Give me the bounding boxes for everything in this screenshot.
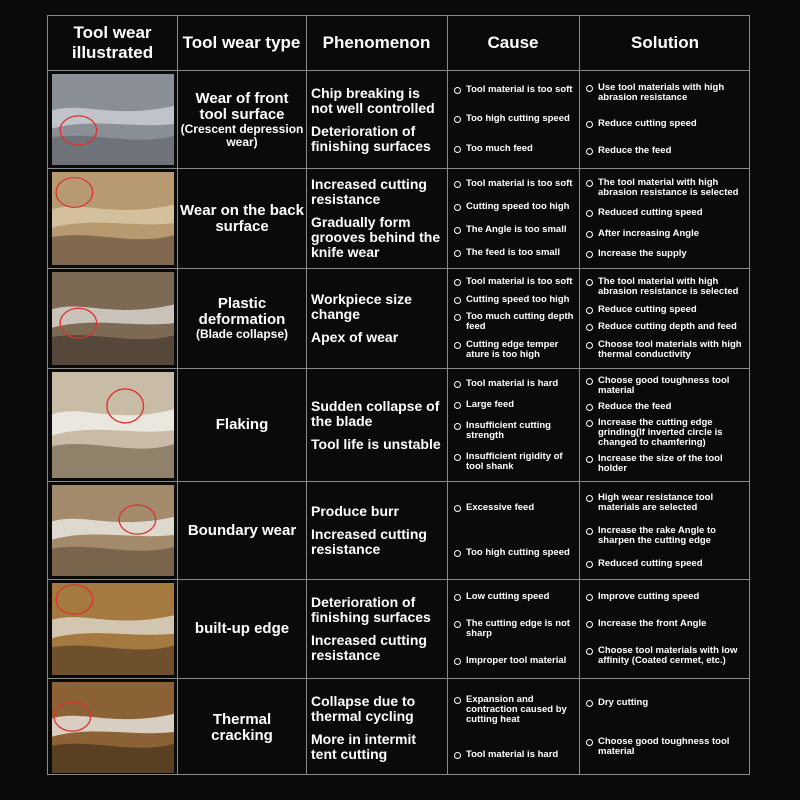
phenomenon-text: Workpiece size change [311, 291, 412, 322]
header-solution: Solution [631, 33, 699, 52]
item-text: Reduced cutting speed [598, 557, 703, 569]
phenomenon-cell [307, 580, 447, 678]
item-text: Tool material is hard [466, 377, 559, 389]
bullet-icon [454, 314, 461, 321]
wear-photo-cell [49, 679, 177, 776]
wear-type-cell [178, 169, 306, 268]
bullet-icon [586, 561, 593, 568]
solution-cell [580, 269, 751, 368]
item-text: Choose good toughness tool material [598, 736, 730, 758]
bullet-icon [586, 456, 593, 463]
bullet-icon [586, 85, 593, 92]
bullet-icon [454, 227, 461, 234]
cause-cell [448, 679, 579, 776]
wear-photo [52, 172, 174, 265]
solution-item [586, 698, 747, 708]
bullet-icon [454, 146, 461, 153]
wear-photo-cell [49, 369, 177, 481]
item-text: Large feed [466, 398, 515, 410]
item-text: Increase the size of the tool holder [598, 453, 723, 474]
wear-photo [52, 372, 174, 478]
phenomenon-text: Increased cutting resistance [311, 176, 427, 207]
cause-item [454, 548, 575, 558]
phenomenon-text: Increased cutting resistance [311, 526, 427, 557]
bullet-icon [586, 231, 593, 238]
bullet-icon [586, 279, 593, 286]
phenomenon-text: Apex of wear [311, 329, 399, 345]
bullet-icon [454, 116, 461, 123]
cause-cell [448, 71, 579, 168]
wear-photo [52, 272, 174, 365]
wear-type-label: Plastic deformation [198, 295, 286, 328]
phenomenon-text: Tool life is unstable [311, 435, 441, 452]
wear-photo-cell [49, 71, 177, 168]
solution-item [586, 402, 747, 412]
item-text: The feed is too small [466, 246, 560, 258]
solution-item [586, 83, 747, 103]
bullet-icon [586, 648, 593, 655]
solution-item [586, 493, 747, 513]
bullet-icon [454, 381, 461, 388]
item-text: Use tool materials with high abrasion resistance [598, 82, 725, 104]
cause-item [454, 277, 575, 287]
phenomenon-cell [307, 482, 447, 579]
header-illustrated: Tool wear illustrated [71, 23, 154, 62]
bullet-icon [586, 621, 593, 628]
phenomenon-text: Chip breaking is not well controlled [311, 84, 435, 116]
bullet-icon [454, 181, 461, 188]
wear-photo [52, 485, 174, 576]
bullet-icon [454, 87, 461, 94]
item-text: Tool material is hard [466, 748, 559, 760]
phenomenon-text: Deterioration of finishing surfaces [311, 594, 431, 625]
item-text: Too high cutting speed [466, 546, 570, 558]
wear-type-label: built-up edge [194, 620, 290, 637]
wear-photo [52, 583, 174, 675]
solution-cell [580, 169, 751, 268]
bullet-icon [586, 307, 593, 314]
header-cause: Cause [487, 33, 539, 52]
wear-type-label: Boundary wear [187, 521, 297, 539]
wear-type-cell [178, 369, 306, 481]
bullet-icon [454, 697, 461, 704]
item-text: Reduce cutting speed [598, 303, 697, 315]
solution-cell [580, 369, 751, 481]
cause-item [454, 619, 575, 639]
solution-item [586, 526, 747, 546]
cause-item [454, 379, 575, 389]
bullet-icon [454, 204, 461, 211]
cause-item [454, 656, 575, 666]
item-text: Choose tool materials with low affinity (Coated cermet, etc.) [598, 644, 738, 666]
item-text: Too much feed [466, 143, 533, 155]
wear-type [180, 296, 304, 341]
solution-item [586, 178, 747, 198]
cause-cell [448, 482, 579, 579]
solution-item [586, 737, 747, 757]
phenomenon-text: Sudden collapse of the blade [311, 397, 440, 429]
phenomenon-text: Gradually form grooves behind the knife wear [311, 214, 441, 260]
bullet-icon [586, 148, 593, 155]
bullet-icon [586, 739, 593, 746]
item-text: After increasing Angle [598, 227, 700, 239]
item-text: Low cutting speed [466, 591, 550, 603]
item-text: Choose tool materials with high thermal conductivity [598, 339, 742, 361]
wear-photo-cell [49, 482, 177, 579]
wear-type-label: Wear on the back surface [180, 201, 304, 235]
wear-photo [52, 74, 174, 165]
item-text: Insufficient cutting strength [466, 419, 551, 441]
item-text: The Angle is too small [466, 223, 567, 235]
item-text: Increase the rake Angle to sharpen the cutting edge [598, 524, 716, 546]
bullet-icon [454, 621, 461, 628]
cause-item [454, 144, 575, 154]
item-text: Reduce the feed [598, 401, 672, 412]
bullet-icon [586, 700, 593, 707]
solution-cell [580, 580, 751, 678]
solution-item [586, 277, 747, 297]
item-text: Reduce cutting depth and feed [598, 321, 737, 333]
bullet-icon [586, 378, 593, 385]
item-text: Choose good toughness tool material [598, 375, 730, 396]
item-text: Tool material is too soft [466, 178, 573, 190]
wear-type-cell [178, 71, 306, 168]
cause-item [454, 750, 575, 760]
bullet-icon [454, 279, 461, 286]
cause-item [454, 452, 575, 472]
bullet-icon [454, 752, 461, 759]
cause-item [454, 295, 575, 305]
solution-item [586, 322, 747, 332]
bullet-icon [454, 550, 461, 557]
cause-item [454, 400, 575, 410]
phenomenon-cell [307, 269, 447, 368]
wear-type-cell [178, 482, 306, 579]
solution-item [586, 340, 747, 360]
phenomenon-text: Collapse due to thermal cycling [311, 692, 416, 724]
bullet-icon [586, 420, 593, 427]
cause-cell [448, 169, 579, 268]
wear-type-sublabel: (Blade collapse) [195, 327, 289, 341]
wear-type-label: Thermal cracking [211, 710, 273, 744]
phenomenon-text: Produce burr [311, 503, 399, 519]
item-text: Dry cutting [598, 696, 649, 708]
wear-type-label: Wear of front tool surface [195, 89, 289, 123]
item-text: Increase the cutting edge grinding(If inverted circle is changed to chamfering) [598, 417, 723, 448]
cause-item [454, 421, 575, 441]
bullet-icon [586, 210, 593, 217]
item-text: Tool material is too soft [466, 275, 573, 287]
solution-item [586, 592, 747, 602]
solution-item [586, 249, 747, 259]
solution-cell [580, 679, 751, 776]
item-text: Improve cutting speed [598, 591, 700, 603]
wear-type-sublabel: (Crescent depression wear) [180, 121, 304, 149]
solution-item [586, 119, 747, 129]
item-text: Cutting edge temper ature is too high [466, 339, 559, 361]
cause-item [454, 340, 575, 360]
item-text: Reduced cutting speed [598, 207, 703, 219]
header-type: Tool wear type [182, 33, 301, 52]
cause-item [454, 179, 575, 189]
bullet-icon [586, 342, 593, 349]
wear-photo-cell [49, 169, 177, 268]
item-text: Increase the supply [598, 247, 687, 259]
wear-type-cell [178, 679, 306, 776]
cause-item [454, 695, 575, 725]
cause-cell [448, 369, 579, 481]
bullet-icon [586, 528, 593, 535]
bullet-icon [454, 250, 461, 257]
bullet-icon [586, 404, 593, 411]
bullet-icon [586, 121, 593, 128]
item-text: Too much cutting depth feed [466, 311, 574, 333]
item-text: Tool material is too soft [466, 83, 573, 95]
bullet-icon [454, 658, 461, 665]
bullet-icon [454, 594, 461, 601]
bullet-icon [586, 594, 593, 601]
solution-item [586, 229, 747, 239]
item-text: The tool material with high abrasion resistance is selected [598, 177, 739, 199]
header-phenomenon: Phenomenon [322, 33, 431, 52]
bullet-icon [454, 402, 461, 409]
phenomenon-cell [307, 71, 447, 168]
wear-photo-cell [49, 269, 177, 368]
solution-item [586, 454, 747, 474]
item-text: Cutting speed too high [466, 201, 570, 213]
bullet-icon [586, 495, 593, 502]
wear-type-label: Flaking [215, 416, 269, 433]
solution-item [586, 305, 747, 315]
solution-item [586, 146, 747, 156]
wear-type-cell [178, 269, 306, 368]
cause-cell [448, 269, 579, 368]
item-text: Excessive feed [466, 502, 535, 514]
item-text: Reduce the feed [598, 144, 672, 156]
item-text: Reduce cutting speed [598, 118, 697, 130]
bullet-icon [454, 342, 461, 349]
item-text: Cutting speed too high [466, 293, 570, 305]
cause-item [454, 503, 575, 513]
wear-type [180, 91, 304, 149]
solution-cell [580, 482, 751, 579]
phenomenon-text: Deterioration of finishing surfaces [311, 122, 431, 154]
phenomenon-text: Increased cutting resistance [311, 632, 427, 663]
cause-item [454, 202, 575, 212]
wear-photo [52, 682, 174, 773]
solution-item [586, 619, 747, 629]
wear-photo-cell [49, 580, 177, 678]
item-text: Improper tool material [466, 654, 567, 666]
bullet-icon [586, 180, 593, 187]
cause-item [454, 312, 575, 332]
bullet-icon [586, 251, 593, 258]
bullet-icon [454, 505, 461, 512]
item-text: Too high cutting speed [466, 113, 570, 125]
solution-item [586, 646, 747, 666]
phenomenon-cell [307, 169, 447, 268]
phenomenon-cell [307, 369, 447, 481]
wear-type [195, 621, 289, 637]
phenomenon-text: More in intermit tent cutting [311, 730, 417, 762]
wear-type [180, 712, 304, 744]
solution-cell [580, 71, 751, 168]
item-text: The cutting edge is not sharp [466, 617, 570, 639]
item-text: The tool material with high abrasion resistance is selected [598, 275, 739, 297]
item-text: High wear resistance tool materials are selected [598, 491, 714, 513]
wear-type [216, 417, 269, 433]
tool-wear-table [47, 15, 750, 775]
item-text: Increase the front Angle [598, 617, 707, 629]
solution-item [586, 376, 747, 396]
bullet-icon [454, 423, 461, 430]
bullet-icon [454, 297, 461, 304]
wear-type [180, 203, 304, 235]
wear-type-cell [178, 580, 306, 678]
cause-item [454, 248, 575, 258]
item-text: Expansion and contraction caused by cutting heat [466, 694, 567, 726]
cause-item [454, 114, 575, 124]
item-text: Insufficient rigidity of tool shank [466, 450, 563, 472]
cause-item [454, 225, 575, 235]
cause-cell [448, 580, 579, 678]
bullet-icon [454, 454, 461, 461]
solution-item [586, 559, 747, 569]
solution-item [586, 208, 747, 218]
cause-item [454, 85, 575, 95]
bullet-icon [586, 324, 593, 331]
phenomenon-cell [307, 679, 447, 776]
wear-type [188, 523, 296, 539]
solution-item [586, 418, 747, 448]
cause-item [454, 592, 575, 602]
